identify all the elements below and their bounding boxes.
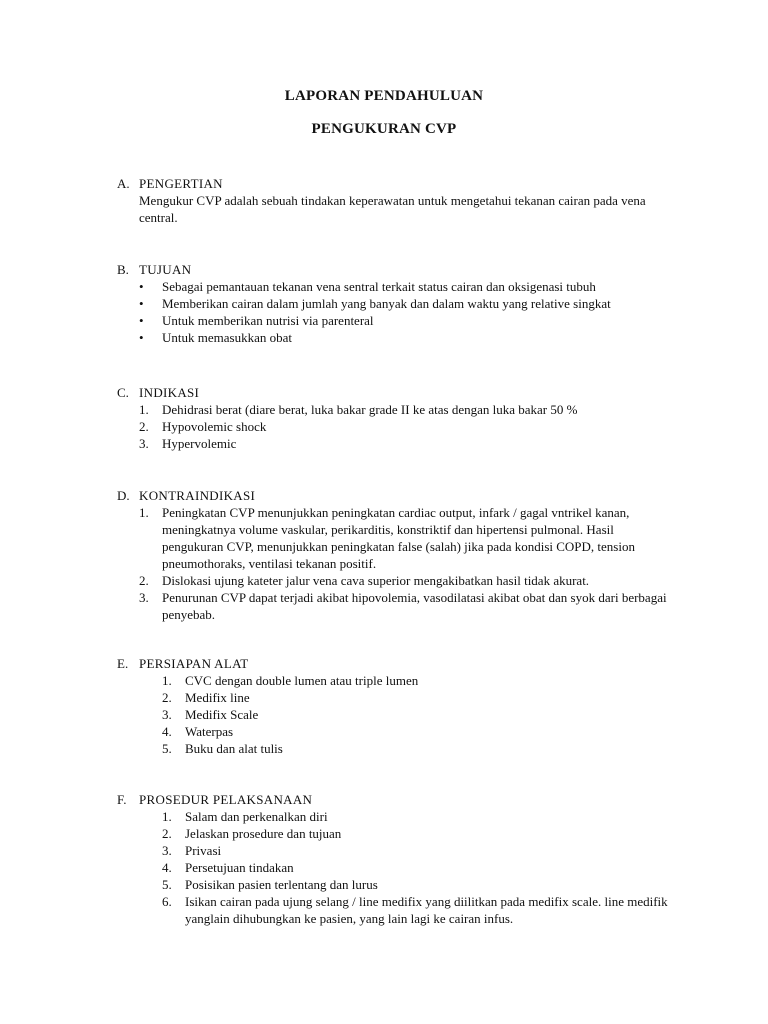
section-title: PROSEDUR PELAKSANAAN <box>139 792 313 807</box>
numbered-list <box>117 504 677 623</box>
list-number: 3. <box>139 590 149 605</box>
list-item-text: CVC dengan double lumen atau triple lumen <box>185 673 419 688</box>
list-number: 4. <box>162 724 172 739</box>
list-item-text: Medifix line <box>185 690 250 705</box>
section-title: KONTRAINDIKASI <box>139 488 256 503</box>
list-item <box>162 859 677 876</box>
list-item-text: Sebagai pemantauan tekanan vena sentral terkait status cairan dan oksigenasi tubuh <box>162 279 596 294</box>
section-heading <box>117 175 677 192</box>
list-item-text: Peningkatan CVP menunjukkan peningkatan cardiac output, infark / gagal vntrikel kanan, meningkatnya volume vaskular, perikarditis, konstriktif dan hipertensi pulmonal. Hasil pengukuran CVP, menunjukkan peningkatan false (salah) jika pada kondisi COPD, tension pneumothoraks, ventilasi tekanan positif. <box>162 505 635 571</box>
section-heading <box>117 791 677 808</box>
list-item <box>162 842 677 859</box>
list-number: 3. <box>139 436 149 451</box>
section-letter: E. <box>117 656 129 671</box>
section-indikasi <box>117 384 677 452</box>
list-number: 5. <box>162 741 172 756</box>
list-item <box>162 740 677 757</box>
numbered-list <box>117 808 677 927</box>
list-number: 5. <box>162 877 172 892</box>
list-item <box>162 689 677 706</box>
list-item <box>139 401 677 418</box>
list-item <box>162 706 677 723</box>
list-number: 4. <box>162 860 172 875</box>
list-item <box>162 893 677 927</box>
section-letter: F. <box>117 792 127 807</box>
list-item-text: Isikan cairan pada ujung selang / line medifix yang diilitkan pada medifix scale. line medifik yanglain dihubungkan ke pasien, yang lain lagi ke cairan infus. <box>185 894 668 926</box>
section-heading <box>117 655 677 672</box>
section-persiapan-alat <box>117 655 677 757</box>
section-letter: C. <box>117 385 129 400</box>
numbered-list <box>117 401 677 452</box>
list-item <box>139 504 677 572</box>
list-item <box>139 572 677 589</box>
list-item-text: Hypervolemic <box>162 436 237 451</box>
list-item-text: Penurunan CVP dapat terjadi akibat hipovolemia, vasodilatasi akibat obat dan syok dari berbagai penyebab. <box>162 590 667 622</box>
document-title: LAPORAN PENDAHULUAN <box>284 88 484 104</box>
list-item <box>139 435 677 452</box>
section-letter: A. <box>117 176 130 191</box>
section-letter: D. <box>117 488 130 503</box>
list-item-text: Untuk memasukkan obat <box>162 330 292 345</box>
bullet-list <box>117 278 677 346</box>
list-item <box>139 278 677 295</box>
list-number: 3. <box>162 707 172 722</box>
list-item-text: Medifix Scale <box>185 707 259 722</box>
list-item <box>139 589 677 623</box>
bullet-icon: • <box>139 279 144 294</box>
section-title: PERSIAPAN ALAT <box>139 656 249 671</box>
list-item-text: Dehidrasi berat (diare berat, luka bakar grade II ke atas dengan luka bakar 50 % <box>162 402 578 417</box>
list-item-text: Privasi <box>185 843 222 858</box>
list-item-text: Waterpas <box>185 724 234 739</box>
list-item-text: Persetujuan tindakan <box>185 860 294 875</box>
section-title: PENGERTIAN <box>139 176 223 191</box>
section-prosedur-pelaksanaan <box>117 791 677 927</box>
list-number: 2. <box>162 690 172 705</box>
bullet-icon: • <box>139 330 144 345</box>
numbered-list <box>117 672 677 757</box>
list-number: 1. <box>139 505 149 520</box>
list-item <box>139 418 677 435</box>
list-item <box>162 825 677 842</box>
bullet-icon: • <box>139 296 144 311</box>
list-item-text: Hypovolemic shock <box>162 419 267 434</box>
list-number: 2. <box>139 419 149 434</box>
list-item-text: Jelaskan prosedure dan tujuan <box>185 826 342 841</box>
section-title: TUJUAN <box>139 262 192 277</box>
list-item <box>162 723 677 740</box>
list-number: 1. <box>162 809 172 824</box>
list-item <box>162 876 677 893</box>
list-item-text: Posisikan pasien terlentang dan lurus <box>185 877 378 892</box>
section-title: INDIKASI <box>139 385 200 400</box>
document-subtitle: PENGUKURAN CVP <box>311 121 457 137</box>
list-number: 1. <box>139 402 149 417</box>
section-pengertian <box>117 175 677 226</box>
list-item-text: Memberikan cairan dalam jumlah yang banyak dan dalam waktu yang relative singkat <box>162 296 611 311</box>
list-item <box>139 295 677 312</box>
bullet-icon: • <box>139 313 144 328</box>
list-item <box>139 312 677 329</box>
list-item-text: Salam dan perkenalkan diri <box>185 809 328 824</box>
list-item-text: Untuk memberikan nutrisi via parenteral <box>162 313 374 328</box>
section-heading <box>117 261 677 278</box>
section-tujuan <box>117 261 677 346</box>
list-number: 1. <box>162 673 172 688</box>
list-item-text: Dislokasi ujung kateter jalur vena cava superior mengakibatkan hasil tidak akurat. <box>162 573 590 588</box>
list-number: 2. <box>139 573 149 588</box>
list-item-text: Buku dan alat tulis <box>185 741 283 756</box>
section-heading <box>117 384 677 401</box>
section-paragraph: Mengukur CVP adalah sebuah tindakan keperawatan untuk mengetahui tekanan cairan pada vena central. <box>139 193 646 225</box>
list-number: 2. <box>162 826 172 841</box>
list-item <box>162 672 677 689</box>
section-heading <box>117 487 677 504</box>
list-item <box>139 329 677 346</box>
section-letter: B. <box>117 262 129 277</box>
list-item <box>162 808 677 825</box>
list-number: 6. <box>162 894 172 909</box>
section-kontraindikasi <box>117 487 677 623</box>
list-number: 3. <box>162 843 172 858</box>
